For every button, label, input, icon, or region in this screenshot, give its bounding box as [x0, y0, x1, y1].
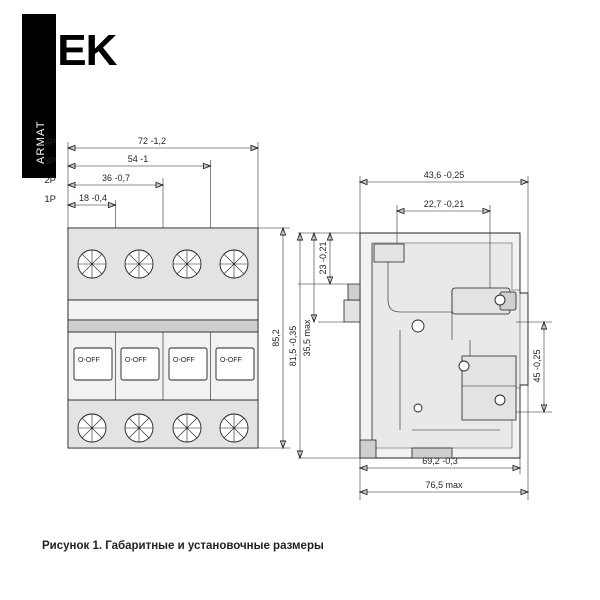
toggle-label-4: O-OFF: [220, 357, 242, 364]
dim-side-23: 23 -0,21: [318, 241, 328, 275]
pole-label-3p: 3P: [44, 156, 56, 167]
dim-side-45: 45 -0,25: [532, 349, 542, 383]
dim-front-height: 85,2: [271, 329, 281, 347]
side-view: [288, 170, 552, 500]
front-width-dimensions: [44, 136, 258, 228]
brand-vertical-label: ARMAT: [35, 120, 47, 164]
toggle-label-3: O-OFF: [173, 357, 195, 364]
dim-side-815: 81,5 -0,35: [288, 325, 298, 367]
dim-1p-width: 18 -0,4: [78, 193, 108, 203]
front-view: [44, 136, 290, 448]
pole-label-2p: 2P: [44, 175, 56, 186]
dim-4p-width: 72 -1,2: [137, 136, 167, 146]
iek-logo: IEK: [46, 26, 117, 75]
dim-side-227: 22,7 -0,21: [423, 199, 465, 209]
front-height-dimension: [258, 228, 290, 448]
dim-side-355max: 35,5 max: [302, 319, 312, 357]
dim-side-436: 43,6 -0,25: [423, 170, 465, 180]
figure-caption: Рисунок 1. Габаритные и установочные размеры: [42, 540, 324, 552]
dim-side-765max: 76,5 max: [425, 480, 463, 490]
pole-label-4p: 4P: [44, 137, 56, 148]
dim-2p-width: 36 -0,7: [101, 173, 131, 183]
dim-3p-width: 54 -1: [127, 154, 149, 164]
side-left-dimensions: [288, 233, 360, 458]
toggle-label-1: O-OFF: [78, 357, 100, 364]
pole-label-1p: 1P: [44, 194, 56, 205]
toggle-label-2: O-OFF: [125, 357, 147, 364]
dim-side-692: 69,2 -0,3: [422, 456, 458, 466]
